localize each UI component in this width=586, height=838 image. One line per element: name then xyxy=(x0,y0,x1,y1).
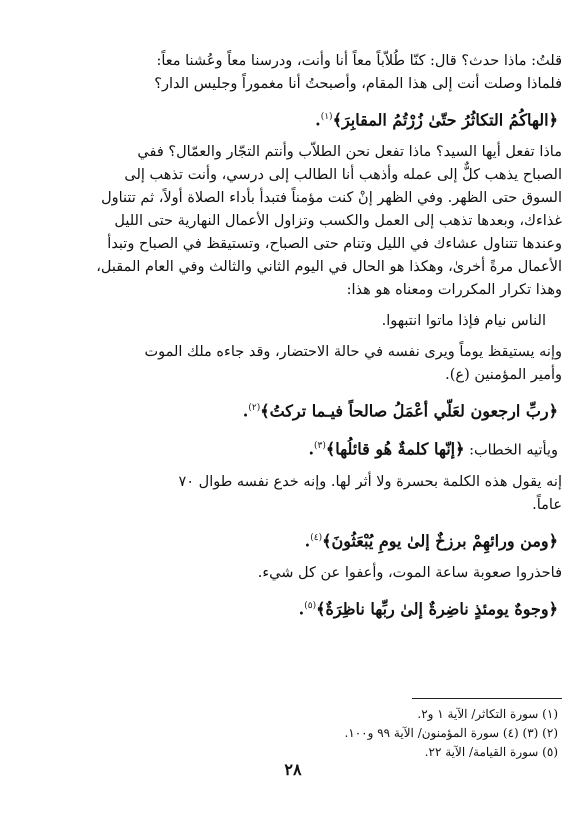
footnote: (١) سورة التكاثر/ الآية ١ و٢. xyxy=(417,707,558,721)
text-line: الناس نيام فإذا ماتوا انتبهوا. xyxy=(381,313,546,330)
footnote-ref: (٢) xyxy=(248,403,261,414)
page-body xyxy=(48,50,562,631)
verse-lead: ويأتيه الخطاب: xyxy=(464,441,558,458)
text-line: فلماذا وصلت أنت إلى هذا المقام، وأصبحتُ أنا مغموراً وجليس الدار؟ xyxy=(154,76,562,92)
quran-verse-5 xyxy=(48,593,562,622)
verse-text: ﴿ربِّ ارجعون لعَلّي أعْمَلُ صالحاً فيـما تركتُ﴾ xyxy=(260,401,558,421)
verse-text: ﴿ومن ورائهِمْ برزخٌ إلىٰ يومِ يُبْعَثُونَ﴾ xyxy=(322,531,558,551)
verse-text: ﴿الهاكُمُ التكاثُرُ حتّىٰ زُرْتُمُ المقابِرَ﴾ xyxy=(332,110,558,130)
quran-verse-1 xyxy=(48,104,562,133)
text-line: الأعمال مرةً أخرىٰ، وهكذا هو الحال في اليوم الثاني والثالث وفي العام المقبل، xyxy=(96,259,562,276)
footnote-ref: (١) xyxy=(320,112,333,122)
paragraph-dialogue xyxy=(48,50,562,96)
verse-tail: . xyxy=(308,438,315,458)
verse-tail: . xyxy=(298,599,305,619)
text-line: إنه يقول هذه الكلمة بحسرة ولا أثر لها. وإنه خدع نفسه طوال ٧٠ xyxy=(178,473,562,490)
text-line: السوق حتى الظهر. وفي الظهر إنْ كنت مؤمناً فتبدأ بأداء الصلاة أولاً، ثم تتناول xyxy=(101,190,562,207)
text-line: وأمير المؤمنين (ع). xyxy=(445,367,562,384)
paragraph-regret xyxy=(48,471,562,517)
text-line: وعندها تتناول عشاءك في الليل وتنام حتى الصباح، وتستيقظ في الصباح وتبدأ xyxy=(107,236,562,253)
text-line: غذاءك، وبعدها تذهب إلى العمل والكسب وتزاول الأعمال النهارية حتى الليل xyxy=(114,213,562,230)
verse-text: ﴿وجوهٌ يومئذٍ ناضِرةٌ إلىٰ ربِّها ناظِرَةٌ﴾ xyxy=(316,599,558,619)
paragraph-warning xyxy=(48,562,562,585)
verse-tail: . xyxy=(315,110,321,130)
footnote-ref: (٣) xyxy=(314,440,326,451)
text-line: قلتُ: ماذا حدث؟ قال: كنّا طُلاّباً معاً أنا وأنت، ودرسنا معاً وعُشنا معاً: xyxy=(156,53,562,69)
footnote-ref: (٤) xyxy=(310,532,323,543)
footnote: (٢) (٣) (٤) سورة المؤمنون/ الآية ٩٩ و١٠٠. xyxy=(344,726,558,740)
footnotes xyxy=(48,698,562,762)
footnote-ref: (٥) xyxy=(304,601,317,612)
paragraph-daily-routine xyxy=(48,141,562,302)
text-line: عاماً. xyxy=(532,496,562,513)
footnote-divider xyxy=(412,698,562,699)
verse-text: ﴿إنّها كلمةٌ هُو قائلُها﴾ xyxy=(325,438,465,458)
text-line: فاحذروا صعوبة ساعة الموت، وأعفوا عن كل شيء. xyxy=(257,565,562,582)
quran-verse-2 xyxy=(48,395,562,424)
verse-tail: . xyxy=(242,401,249,421)
text-line: وهذا تكرار المكررات ومعناه هو هذا: xyxy=(346,282,562,299)
quran-verse-4 xyxy=(48,525,562,554)
page-number: ٢٨ xyxy=(284,760,302,779)
text-line: الصباح يذهب كلٌّ إلى عمله وأذهب أنا الطالب إلى درسي، وأنت تذهب إلى xyxy=(124,167,562,184)
text-line: ماذا تفعل أيها السيد؟ ماذا تفعل نحن الطلاّب وأنتم التجّار والعمّال؟ ففي xyxy=(137,144,562,161)
verse-tail: . xyxy=(304,531,311,551)
footnote: (٥) سورة القيامة/ الآية ٢٢. xyxy=(424,745,558,759)
paragraph-death xyxy=(48,341,562,387)
paragraph-saying xyxy=(48,310,562,333)
text-line: وإنه يستيقظ يوماً ويرى نفسه في حالة الاحتضار، وقد جاءه ملك الموت xyxy=(144,344,562,361)
quran-verse-3 xyxy=(48,433,562,463)
